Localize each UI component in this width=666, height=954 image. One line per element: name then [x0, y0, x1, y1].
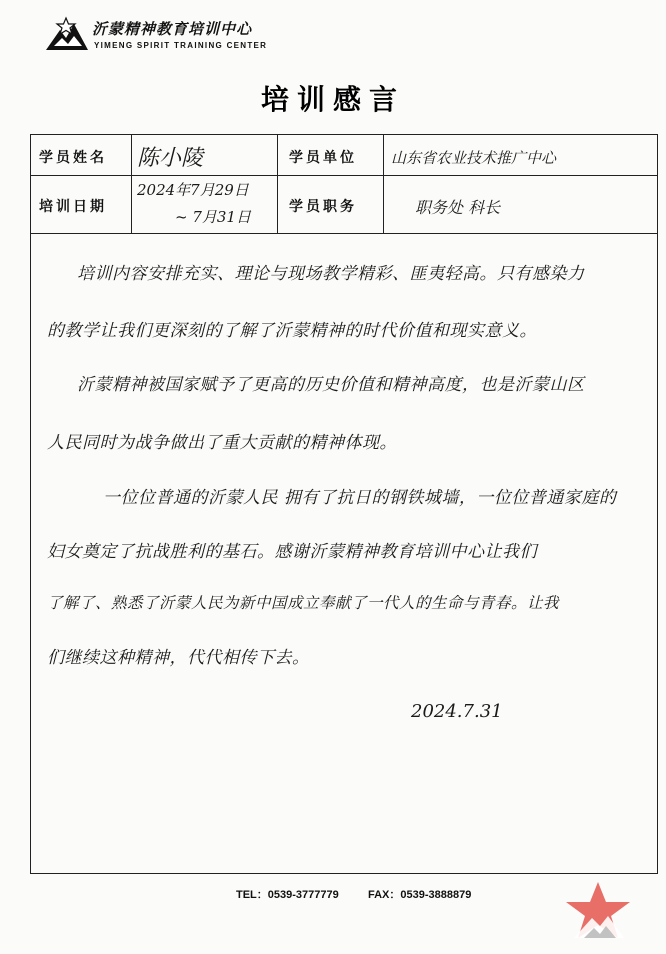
name-value: 陈小陵	[137, 146, 204, 171]
body-line: 妇女奠定了抗战胜利的基石。感谢沂蒙精神教育培训中心让我们	[47, 542, 537, 562]
unit-value: 山东省农业技术推广中心	[391, 149, 557, 167]
info-divider	[31, 233, 657, 234]
page-title: 培训感言	[260, 83, 405, 116]
body-line: 的教学让我们更深刻的了解了沂蒙精神的时代价值和现实意义。	[47, 321, 537, 341]
body-line: 培训内容安排充实、理论与现场教学精彩、匪夷轻高。只有感染力	[77, 264, 585, 284]
feedback-form	[30, 134, 658, 874]
mountain-logo-icon	[44, 16, 90, 52]
signature-date: 2024.7.31	[411, 701, 503, 722]
star-mountain-watermark-icon	[562, 880, 634, 942]
position-value: 职务处 科长	[415, 198, 501, 217]
footer-fax: FAX：0539-3888879	[368, 889, 472, 901]
body-line: 了解了、熟悉了沂蒙人民为新中国成立奉献了一代人的生命与青春。让我	[47, 594, 560, 612]
name-label: 学员姓名	[39, 150, 107, 166]
date-end: ~ 7月31日	[175, 208, 251, 226]
footer-telephone: TEL：0539-3777779	[236, 889, 339, 901]
position-label: 学员职务	[289, 199, 357, 215]
body-line: 人民同时为战争做出了重大贡献的精神体现。	[47, 433, 397, 453]
logo-english-text: YIMENG SPIRIT TRAINING CENTER	[94, 41, 268, 50]
letterhead	[44, 16, 304, 56]
row-divider	[31, 175, 657, 176]
date-label: 培训日期	[39, 199, 107, 215]
column-divider	[383, 135, 384, 233]
body-line: 们继续这种精神，代代相传下去。	[47, 648, 310, 668]
body-line: 沂蒙精神被国家赋予了更高的历史价值和精神高度，也是沂蒙山区	[77, 375, 585, 395]
body-line: 一位位普通的沂蒙人民 拥有了抗日的钢铁城墙，一位位普通家庭的	[103, 488, 617, 508]
column-divider	[131, 135, 132, 233]
date-start: 2024年7月29日	[137, 181, 249, 199]
column-divider	[277, 135, 278, 233]
unit-label: 学员单位	[289, 150, 357, 166]
logo-chinese-text: 沂蒙精神教育培训中心	[92, 20, 253, 38]
